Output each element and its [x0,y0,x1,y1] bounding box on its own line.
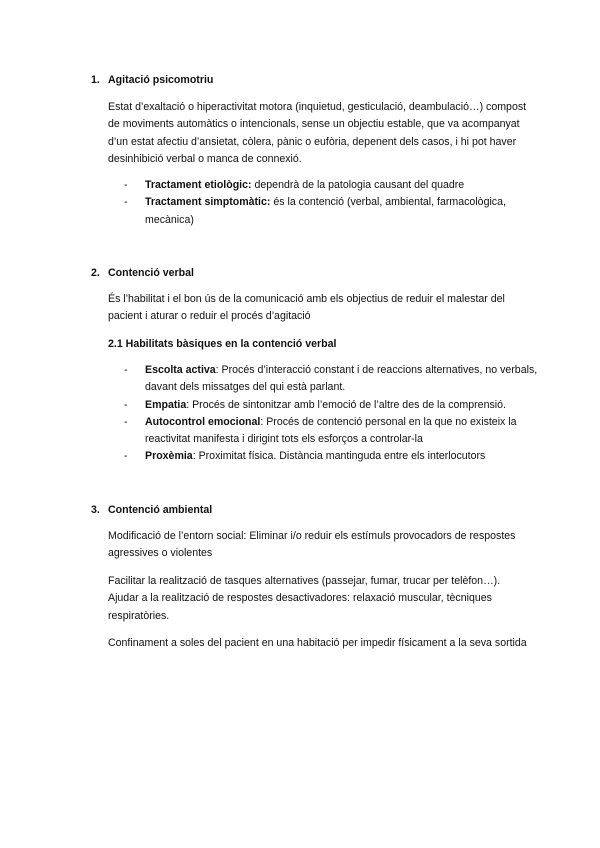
bullet-text: : Proximitat física. Distància mantinguda entre els interlocutors [192,450,486,463]
section-2-paragraph: És l’habilitat i el bon ús de la comunicació amb els objectius de reduir el malestar del pacient i aturar o reduir el procés d’agitació [108,293,505,323]
section-number: 3. [91,504,100,516]
bullet-text: dependrà de la patologia causant del quadre [251,179,465,191]
list-item [108,397,538,414]
list-item [108,362,538,397]
section-2-heading [91,265,194,282]
section-1-bullet-list [108,177,538,229]
bullet-term: Escolta activa [145,364,216,376]
section-3-paragraph-3: Confinament a soles del pacient en una habitació per impedir físicament a la seva sortida [108,637,527,649]
bullet-term: Tractament etiològic: [145,179,252,191]
section-3-paragraph-2: Facilitar la realització de tasques alternatives (passejar, fumar, trucar per telèfon…). Ajudar a la realització de respostes desactivadores: relaxació muscular, tècniques respiratòries. [108,575,501,622]
bullet-term: Tractament simptomàtic: [145,196,271,209]
list-item [108,448,538,465]
bullet-text: és la contenció (verbal, ambiental, farmacològica, mecànica) [145,196,506,226]
bullet-dash: - [124,364,128,376]
list-item [108,414,538,449]
bullet-term: Autocontrol emocional [145,415,261,428]
bullet-dash: - [124,398,128,411]
list-item [108,177,538,194]
bullet-dash: - [124,415,128,428]
bullet-dash: - [124,179,128,191]
bullet-dash: - [124,196,128,209]
bullet-text: : Procés d’interacció constant i de reaccions alternatives, no verbals, davant dels missatges del qui està parlant. [145,364,538,394]
section-title: Contenció verbal [108,267,194,279]
section-title: Contenció ambiental [108,504,213,516]
list-item [108,194,538,229]
section-3-heading [91,502,212,519]
bullet-dash: - [124,450,128,463]
bullet-term: Empatia [145,398,187,411]
section-1-heading [91,72,213,89]
section-2-bullet-list [108,362,538,466]
section-number: 1. [91,74,100,86]
bullet-text: : Procés de sintonitzar amb l’emoció de l’altre des de la comprensió. [186,398,506,411]
section-1-paragraph: Estat d’exaltació o hiperactivitat motora (inquietud, gesticulació, deambulació…) compost de moviments automàtics o intencionals, sense un objectiu estable, que va acompanyat d’un estat afectiu d’ansietat, còlera, pànic o eufòria, depenent dels casos, i hi pot haver desinhibició verbal o manca de connexió. [108,101,527,165]
section-number: 2. [91,267,100,279]
bullet-text: : Procés de contenció personal en la que no existeix la reactivitat manifesta i dirigint tots els esforços a controlar-la [145,415,517,446]
section-3-paragraph-1: Modificació de l’entorn social: Eliminar i/o reduir els estímuls provocadors de respostes agressives o violentes [108,530,516,560]
section-2-subheading: 2.1 Habilitats bàsiques en la contenció verbal [108,338,337,350]
section-title: Agitació psicomotriu [108,74,214,86]
bullet-term: Proxèmia [145,450,193,463]
